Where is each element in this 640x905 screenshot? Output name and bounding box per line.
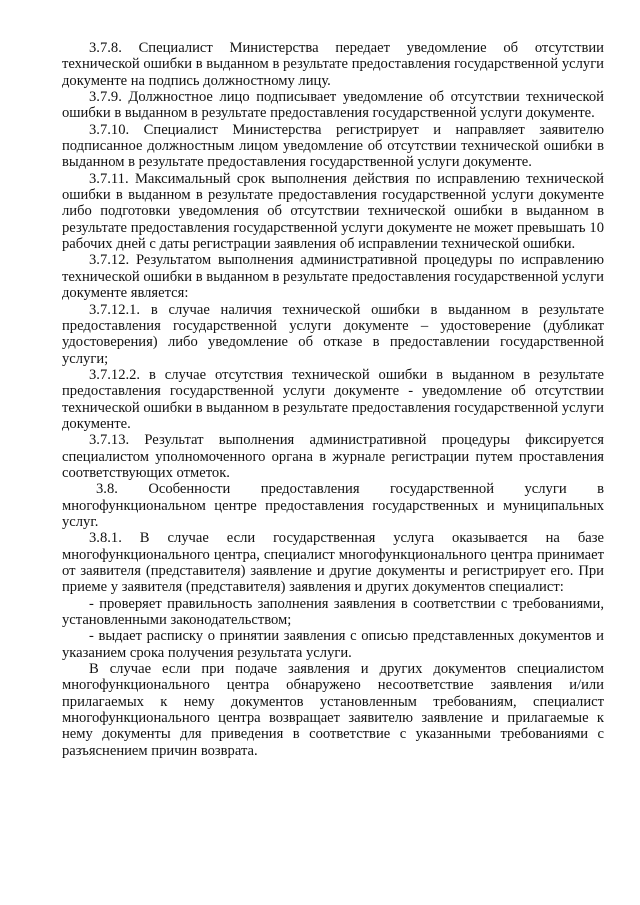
paragraph-3-7-8: 3.7.8. Специалист Министерства передает уведомление об отсутствии технической ошибки в выданном в результате предоставления государственной услуги документе на подпись должностному лицу. [62, 40, 604, 89]
paragraph-3-7-11: 3.7.11. Максимальный срок выполнения действия по исправлению технической ошибки в выданном в результате предоставления государственной услуги документе либо подготовки уведомления об отсутствии технической ошибки в выданном в результате предоставления государственной услуги документе не может превышать 10 рабочих дней с даты регистрации заявления об исправлении технической ошибки. [62, 170, 604, 253]
paragraph-3-7-13: 3.7.13. Результат выполнения административной процедуры фиксируется специалистом уполномоченного органа в журнале регистрации путем проставления соответствующих отметок. [62, 432, 604, 481]
paragraph-3-7-10: 3.7.10. Специалист Министерства регистрирует и направляет заявителю подписанное должностным лицом уведомление об отсутствии технической ошибки в выданном в результате предоставления государственной услуги документе. [62, 121, 604, 171]
section-heading-3-8: 3.8. Особенности предоставления государственной услуги в многофункциональном центре предоставления государственных и муниципальных услуг. [62, 481, 604, 530]
paragraph-3-7-12: 3.7.12. Результатом выполнения административной процедуры по исправлению технической ошибки в выданном в результате предоставления государственной услуги документе является: [62, 252, 604, 302]
paragraph-return-documents: В случае если при подаче заявления и других документов специалистом многофункционального центра обнаружено несоответствие заявления и/или прилагаемых к нему документов установленным требованиям, специалист многофункционального центра возвращает заявителю заявление и прилагаемые к нему документы для приведения в соответствие с указанными требованиями с разъяснением причин возврата. [62, 661, 604, 759]
paragraph-3-7-12-1: 3.7.12.1. в случае наличия технической ошибки в выданном в результате предоставления государственной услуги документе – удостоверение (дубликат удостоверения) либо уведомление об отказе в предоставлении государственной услуги; [62, 301, 604, 367]
paragraph-3-7-12-2: 3.7.12.2. в случае отсутствия технической ошибки в выданном в результате предоставления государственной услуги документе - уведомление об отсутствии технической ошибки в выданном в результате предоставления государственной услуги документе. [62, 366, 604, 432]
paragraph-3-8-1: 3.8.1. В случае если государственная услуга оказывается на базе многофункционального центра, специалист многофункционального центра принимает от заявителя (представителя) заявление и другие документы и регистрирует его. При приеме у заявителя (представителя) заявления и других документов специалист: [62, 530, 604, 596]
list-item-check-application: - проверяет правильность заполнения заявления в соответствии с требованиями, установленными законодательством; [62, 595, 604, 629]
paragraph-3-7-9: 3.7.9. Должностное лицо подписывает уведомление об отсутствии технической ошибки в выданном в результате предоставления государственной услуги документе. [62, 89, 604, 122]
list-item-issue-receipt: - выдает расписку о принятии заявления с описью представленных документов и указанием срока получения результата услуги. [62, 628, 604, 661]
